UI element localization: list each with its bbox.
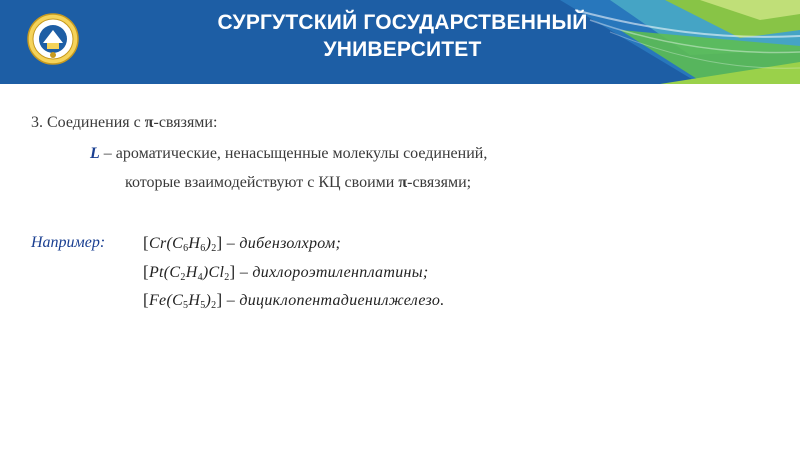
line3-suffix-text: -связями; bbox=[407, 174, 472, 191]
bracket-close: ] bbox=[216, 233, 223, 252]
ligand-definition-continued bbox=[125, 174, 471, 192]
example-label: Например: bbox=[31, 234, 106, 251]
formula-subscript: 5 bbox=[183, 300, 189, 311]
formula-subscript: 6 bbox=[200, 243, 206, 254]
compound-name: – дихлороэтиленплатины; bbox=[235, 264, 429, 281]
formula-subscript: 2 bbox=[224, 272, 230, 283]
formula-part: Pt(C bbox=[148, 264, 181, 281]
formula-part: H bbox=[188, 235, 201, 252]
line3-prefix-text: которые взаимодействуют с КЦ своими bbox=[125, 174, 399, 191]
pi-symbol: π bbox=[144, 114, 154, 131]
bracket-open: [ bbox=[143, 233, 149, 252]
formula-ferrocene bbox=[143, 290, 445, 311]
pi-symbol-2: π bbox=[398, 174, 408, 191]
formula-dichloroethylene-platinum bbox=[143, 262, 429, 283]
point-heading bbox=[31, 114, 217, 132]
formula-subscript: 2 bbox=[211, 243, 217, 254]
title-line-1: СУРГУТСКИЙ ГОСУДАРСТВЕННЫЙ bbox=[217, 11, 588, 34]
bracket-open: [ bbox=[143, 262, 149, 281]
formula-subscript: 2 bbox=[211, 300, 217, 311]
formula-subscript: 2 bbox=[180, 272, 186, 283]
formula-dibenzene-chromium bbox=[143, 233, 341, 254]
formula-part: ) bbox=[205, 292, 212, 309]
formula-subscript: 6 bbox=[183, 243, 189, 254]
point-number-text: 3. Соединения с bbox=[31, 114, 145, 131]
ligand-symbol: L bbox=[90, 145, 100, 162]
formula-part: Fe(C bbox=[148, 292, 184, 309]
bracket-close: ] bbox=[229, 262, 236, 281]
formula-part: Cr(C bbox=[148, 235, 184, 252]
formula-part: H bbox=[185, 264, 198, 281]
point-suffix-text: -связями: bbox=[153, 114, 218, 131]
formula-subscript: 5 bbox=[200, 300, 206, 311]
title-line-2: УНИВЕРСИТЕТ bbox=[323, 38, 482, 61]
bracket-open: [ bbox=[143, 290, 149, 309]
ligand-definition-text: – ароматические, ненасыщенные молекулы соединений, bbox=[99, 145, 488, 162]
compound-name: – дибензолхром; bbox=[222, 235, 342, 252]
compound-name: – дициклопентадиенилжелезо. bbox=[222, 292, 445, 309]
ligand-definition bbox=[90, 145, 487, 163]
formula-subscript: 4 bbox=[197, 272, 203, 283]
formula-part: )Cl bbox=[202, 264, 225, 281]
formula-part: H bbox=[188, 292, 201, 309]
bracket-close: ] bbox=[216, 290, 223, 309]
formula-part: ) bbox=[205, 235, 212, 252]
